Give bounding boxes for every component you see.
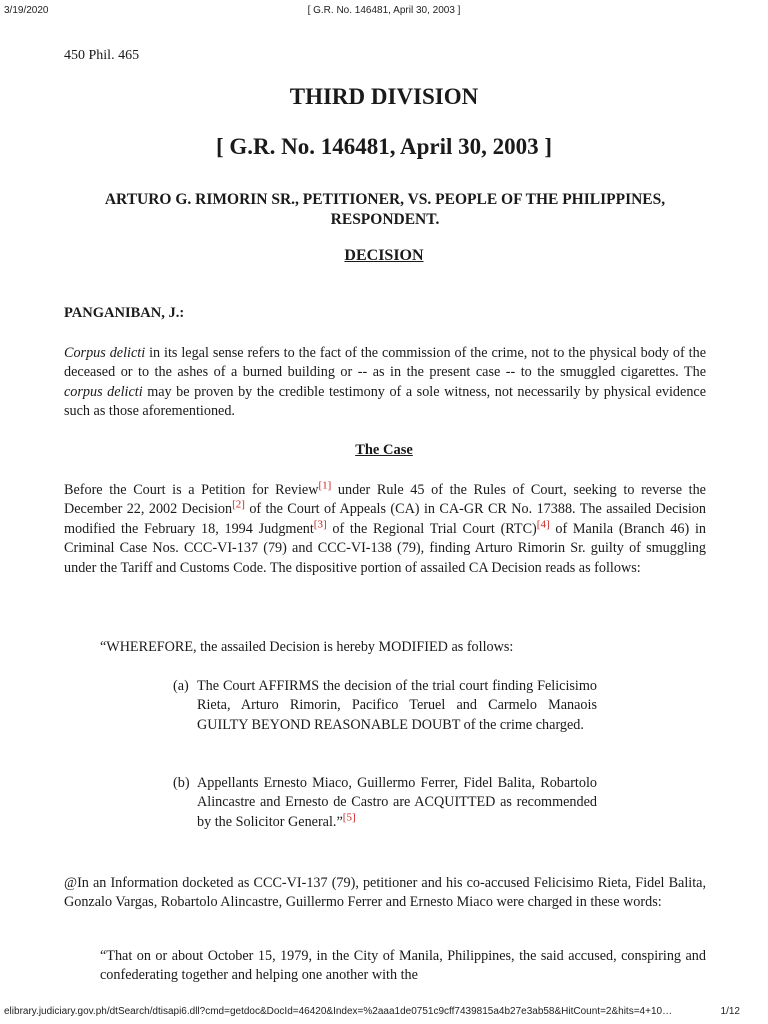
intro-term: Corpus delicti [64, 345, 146, 361]
item-marker: (a) [173, 678, 189, 694]
item-body [197, 774, 597, 832]
page-url: elibrary.judiciary.gov.ph/dtSearch/dtisapi6.dll?cmd=getdoc&DocId=46420&Index=%2aaa1de0751c9cff7439815a4b27e3ab58&HitCount=2&hits=4+10… [4, 1006, 673, 1017]
intro-text: in its legal sense refers to the fact of the commission of the crime, not to the physical body of the deceased or to the ashes of a burned building or -- as in the present case -- to the smuggled cigarettes. The [64, 345, 706, 381]
intro-term: corpus delicti [64, 383, 143, 400]
information-paragraph: @In an Information docketed as CCC-VI-137 (79), petitioner and his co-accused Felicisimo Rieta, Fidel Balita, Gonzalo Vargas, Robartolo Alincastre, Guillermo Ferrer and Ernesto Miaco were charged in these words: [64, 875, 706, 911]
dispositive-item [173, 774, 597, 832]
case-paragraph [64, 481, 706, 578]
citation: 450 Phil. 465 [64, 48, 140, 63]
dispositive-intro: “WHEREFORE, the assailed Decision is hereby MODIFIED as follows: [100, 639, 514, 655]
paragraph-text: of Manila (Branch 46) in Criminal Case Nos. CCC-VI-137 (79) and CCC-VI-138 (79), finding Arturo Rimorin Sr. guilty of smuggling under the Tariff and Customs Code. The dispositive portion of assailed CA Decision reads as follows: [64, 520, 706, 576]
print-date: 3/19/2020 [4, 5, 49, 16]
case-number-heading: [ G.R. No. 146481, April 30, 2003 ] [215, 134, 553, 159]
division-heading: THIRD DIVISION [289, 84, 479, 109]
print-header [0, 5, 768, 19]
footnote-link[interactable]: [3] [313, 518, 327, 531]
ponente: PANGANIBAN, J.: [64, 305, 185, 321]
intro-text: may be proven by the credible testimony of a sole witness, not necessarily by physical evidence such as those aforementioned. [64, 383, 707, 420]
print-title: [ G.R. No. 146481, April 30, 2003 ] [307, 5, 461, 16]
case-parties: ARTURO G. RIMORIN SR., PETITIONER, VS. PEOPLE OF THE PHILIPPINES, RESPONDENT. [104, 191, 666, 228]
item-text: Appellants Ernesto Miaco, Guillermo Ferrer, Fidel Balita, Robartolo Alincastre and Ernesto de Castro are ACQUITTED as recommended by the Solicitor General.” [197, 775, 597, 830]
item-marker: (b) [173, 775, 190, 791]
item-text: The Court AFFIRMS the decision of the trial court finding Felicisimo Rieta, Arturo Rimorin, Pacifico Teruel and Carmelo Manaois GUILTY BEYOND REASONABLE DOUBT of the crime charged. [197, 678, 597, 733]
dispositive-item [173, 677, 597, 735]
footnote-link[interactable]: [1] [318, 479, 332, 492]
section-heading-the-case: The Case [355, 442, 413, 458]
footnote-link[interactable]: [2] [232, 498, 245, 511]
footnote-link[interactable]: [5] [342, 811, 356, 824]
paragraph-text: Before the Court is a Petition for Review [64, 482, 319, 498]
intro-paragraph [64, 344, 706, 422]
footnote-link[interactable]: [4] [536, 518, 550, 531]
information-quote: “That on or about October 15, 1979, in the City of Manila, Philippines, the said accused, conspiring and confederating together and helping one another with the [100, 948, 706, 984]
page-number: 1/12 [720, 1006, 740, 1017]
paragraph-text: under Rule 45 of the Rules of Court, seeking to reverse the December 22, 2002 Decision [64, 482, 706, 518]
decision-heading: DECISION [344, 247, 424, 264]
paragraph-text: of the Court of Appeals (CA) in CA-GR CR No. 17388. The assailed Decision modified the February 18, 1994 Judgment [64, 501, 706, 537]
paragraph-text: of the Regional Trial Court (RTC) [326, 520, 537, 537]
print-footer [0, 1006, 768, 1020]
